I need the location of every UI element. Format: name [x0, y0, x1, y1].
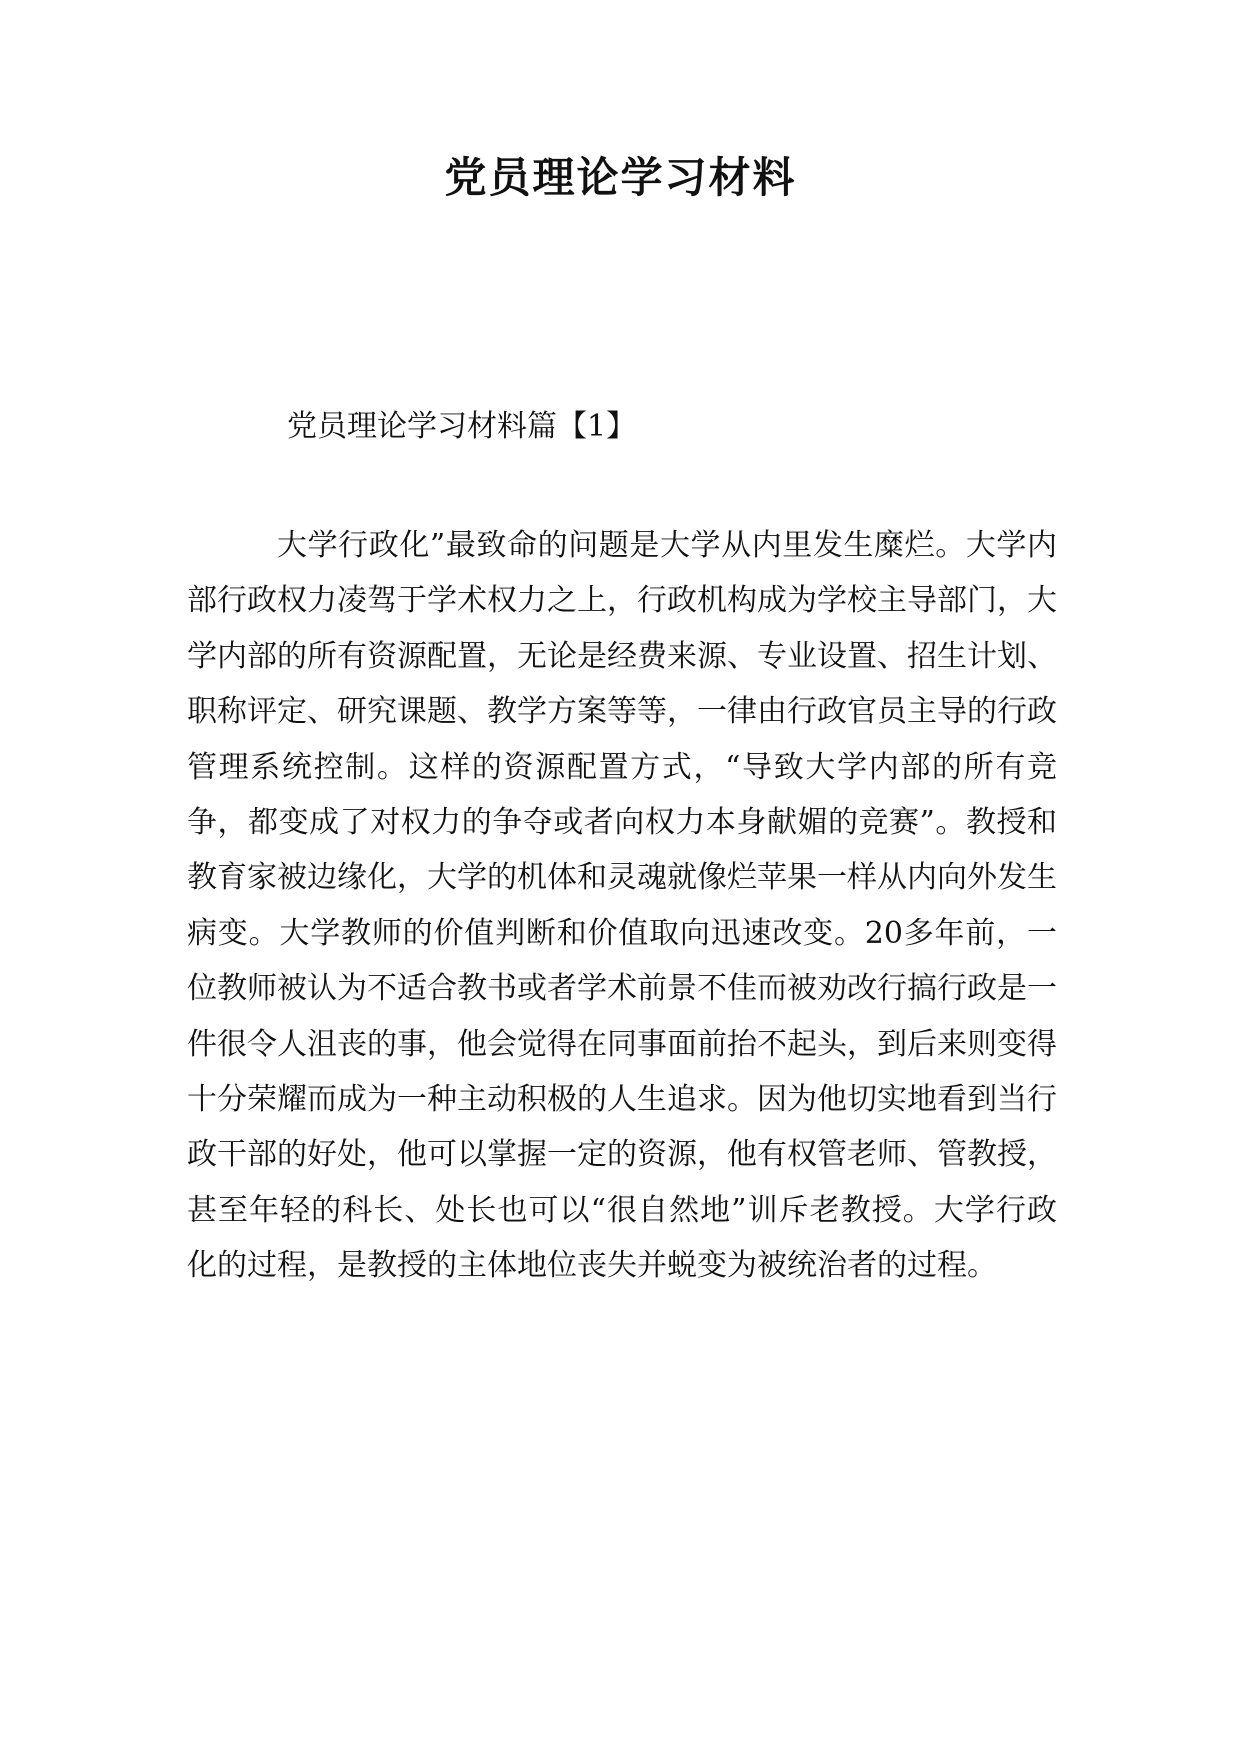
document-title: 党员理论学习材料 [444, 153, 797, 202]
body-paragraph: 大学行政化”最致命的问题是大学从内里发生糜烂。大学内部行政权力凌驾于学术权力之上，行政机构成为学校主导部门，大学内部的所有资源配置，无论是经费来源、专业设置、招生计划、职称评定、研究课题、教学方案等等，一律由行政官员主导的行政管理系统控制。这样的资源配置方式，“导致大学内部的所有竞争，都变成了对权力的争夺或者向权力本身献媚的竞赛”。教授和教育家被边缘化，大学的机体和灵魂就像烂苹果一样从内向外发生病变。大学教师的价值判断和价值取向迅速改变。20多年前，一位教师被认为不适合教书或者学术前景不佳而被劝改行搞行政是一件很令人沮丧的事，他会觉得在同事面前抬不起头，到后来则变得十分荣耀而成为一种主动积极的人生追求。因为他切实地看到当行政干部的好处，他可以掌握一定的资源，他有权管老师、管教授，甚至年轻的科长、处长也可以“很自然地”训斥老教授。大学行政化的过程，是教授的主体地位丧失并蜕变为被统治者的过程。 [187, 528, 1057, 1284]
section-heading: 党员理论学习材料篇【1】 [287, 409, 637, 444]
